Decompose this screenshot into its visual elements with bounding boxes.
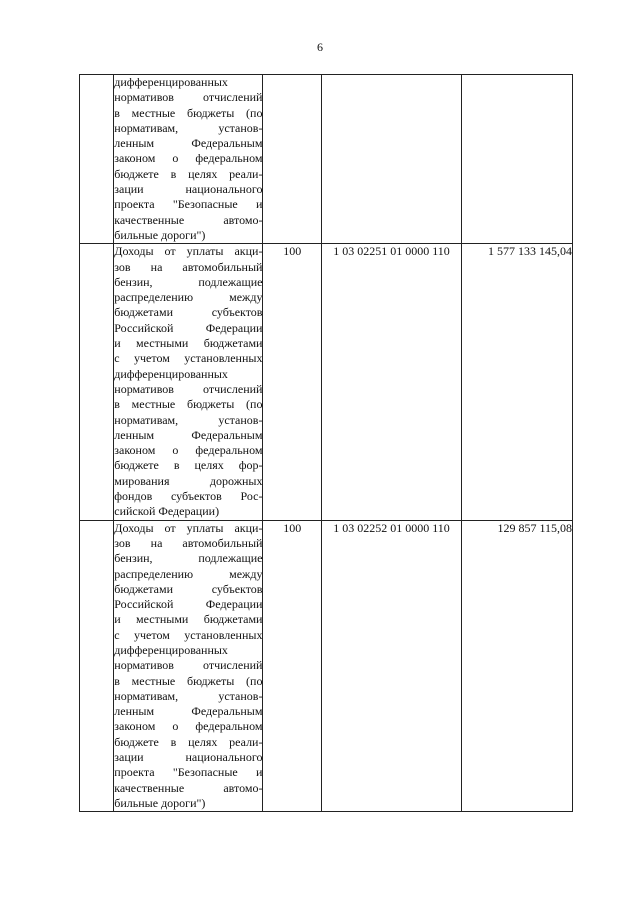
- revenue-name-line: зации национального: [114, 182, 263, 197]
- revenue-name-line: и местными бюджетами: [114, 336, 263, 351]
- revenue-name-line: в местные бюджеты (по: [114, 105, 263, 120]
- revenue-name-line: бюджете в целях реали-: [114, 166, 263, 181]
- revenue-name-line: нормативов отчислений: [114, 381, 263, 396]
- revenue-name-line: ленным Федеральным: [114, 427, 263, 442]
- amount-cell: 129 857 115,08: [462, 520, 573, 812]
- revenue-name-line: с учетом установленных: [114, 351, 263, 366]
- revenue-name-cell: [114, 520, 263, 812]
- revenue-name-line: и местными бюджетами: [114, 612, 263, 627]
- revenue-name-line: в местные бюджеты (по: [114, 397, 263, 412]
- revenue-name-line: дифференцированных: [114, 75, 228, 89]
- page-number: 6: [317, 40, 323, 54]
- revenue-name-line: ленным Федеральным: [114, 704, 263, 719]
- revenue-name-line: бюджете в целях фор-: [114, 458, 263, 473]
- revenue-name-line: качественные автомо-: [114, 780, 263, 795]
- revenue-name-line: законом о федеральном: [114, 151, 263, 166]
- administrator-code-cell: 100: [263, 244, 321, 520]
- revenue-name-line: бильные дороги"): [114, 227, 206, 242]
- revenue-name-line: нормативов отчислений: [114, 90, 263, 105]
- administrator-code-cell: [263, 75, 321, 244]
- revenue-name-line: бензин, подлежащие: [114, 551, 263, 566]
- row-number-cell: [80, 244, 114, 520]
- revenue-name-line: нормативам, установ-: [114, 412, 263, 427]
- revenue-name-line: нормативов отчислений: [114, 658, 263, 673]
- row-number-cell: [80, 75, 114, 244]
- revenue-name-line: бюджетами субъектов: [114, 581, 263, 596]
- revenue-name-line: зации национального: [114, 750, 263, 765]
- revenue-name-line: бильные дороги"): [114, 795, 206, 810]
- revenue-name-line: Доходы от уплаты акци-: [114, 520, 263, 535]
- revenue-name-line: с учетом установленных: [114, 627, 263, 642]
- revenue-name-line: бюджете в целях реали-: [114, 734, 263, 749]
- revenue-name-line: Российской Федерации: [114, 597, 263, 612]
- budget-classification-code-cell: 1 03 02251 01 0000 110: [321, 244, 461, 520]
- revenue-name-cell: [114, 75, 263, 244]
- revenue-name-line: дифференцированных: [114, 366, 228, 381]
- revenue-name-line: проекта "Безопасные и: [114, 197, 263, 212]
- table-row: [80, 244, 573, 520]
- revenue-name-line: фондов субъектов Рос-: [114, 489, 263, 504]
- revenue-name-line: распределению между: [114, 290, 263, 305]
- revenue-name-line: ленным Федеральным: [114, 136, 263, 151]
- revenue-name-line: зов на автомобильный: [114, 259, 263, 274]
- revenue-name-cell: [114, 244, 263, 520]
- budget-classification-code-cell: 1 03 02252 01 0000 110: [321, 520, 461, 812]
- revenue-name-line: зов на автомобильный: [114, 535, 263, 550]
- revenue-name-line: проекта "Безопасные и: [114, 765, 263, 780]
- table-row: [80, 75, 573, 244]
- revenue-name-line: нормативам, установ-: [114, 120, 263, 135]
- revenue-name-line: дифференцированных: [114, 642, 228, 657]
- revenue-name-line: бюджетами субъектов: [114, 305, 263, 320]
- amount-cell: 1 577 133 145,04: [462, 244, 573, 520]
- row-number-cell: [80, 520, 114, 812]
- budget-classification-code-cell: [321, 75, 461, 244]
- revenue-name-line: законом о федеральном: [114, 719, 263, 734]
- revenue-name-line: Российской Федерации: [114, 320, 263, 335]
- amount-cell: [462, 75, 573, 244]
- revenue-name-line: в местные бюджеты (по: [114, 673, 263, 688]
- revenue-name-line: законом о федеральном: [114, 443, 263, 458]
- administrator-code-cell: 100: [263, 520, 321, 812]
- revenue-name-line: мирования дорожных: [114, 473, 263, 488]
- revenue-name-line: Доходы от уплаты акци-: [114, 244, 263, 259]
- revenue-name-line: нормативам, установ-: [114, 688, 263, 703]
- revenue-name-line: бензин, подлежащие: [114, 274, 263, 289]
- revenue-name-line: качественные автомо-: [114, 212, 263, 227]
- table-row: [80, 520, 573, 812]
- revenue-table: [79, 74, 573, 812]
- revenue-name-line: распределению между: [114, 566, 263, 581]
- revenue-name-line: сийской Федерации): [114, 504, 220, 519]
